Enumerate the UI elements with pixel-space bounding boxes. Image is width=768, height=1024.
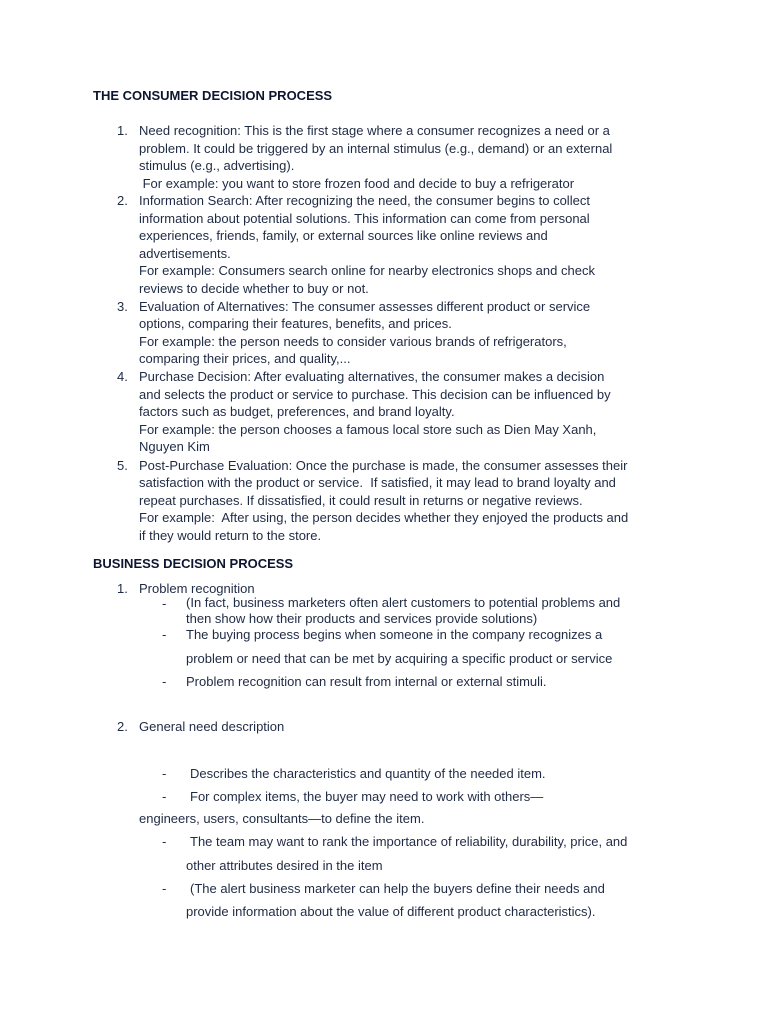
list-item-line: experiences, friends, family, or external sources like online reviews and: [139, 228, 548, 243]
bullet-dash: -: [162, 673, 167, 689]
list-item-line: Post-Purchase Evaluation: Once the purchase is made, the consumer assesses their: [139, 457, 628, 473]
list-number: 5.: [117, 457, 128, 473]
list-item-line: stimulus (e.g., advertising).: [139, 158, 295, 173]
list-item-example: For example: Consumers search online for nearby electronics shops and check: [139, 263, 595, 278]
list-number: 1.: [117, 123, 128, 138]
bullet-line: problem or need that can be met by acquiring a specific product or service: [186, 650, 613, 666]
list-item-line: Evaluation of Alternatives: The consumer assesses different product or service: [139, 298, 591, 314]
list-item-line: factors such as budget, preferences, and brand loyalty.: [139, 404, 455, 419]
bullet-dash: -: [162, 627, 167, 642]
list-number: 2.: [117, 193, 128, 208]
list-item-line: and selects the product or service to purchase. This decision can be influenced by: [139, 386, 611, 402]
bullet-dash: -: [162, 596, 167, 611]
list-item-example: if they would return to the store.: [139, 527, 322, 543]
bullet-line: then show how their products and services provide solutions): [186, 610, 538, 626]
section-title-consumer: THE CONSUMER DECISION PROCESS: [93, 88, 333, 103]
bullet-dash: -: [162, 766, 167, 781]
list-item-example: comparing their prices, and quality,...: [139, 351, 351, 366]
list-item-line: information about potential solutions. This information can come from personal: [139, 210, 590, 226]
bullet-line: (In fact, business marketers often alert customers to potential problems and: [186, 595, 621, 610]
bullet-dash: -: [162, 789, 167, 804]
list-item-line: options, comparing their features, benefits, and prices.: [139, 316, 452, 331]
list-number: 1.: [117, 580, 128, 596]
bullet-line: The team may want to rank the importance of reliability, durability, price, and: [190, 834, 628, 849]
list-item-example: For example: you want to store frozen food and decide to buy a refrigerator: [139, 175, 575, 191]
list-item-line: satisfaction with the product or service. If satisfied, it may lead to brand loyalty and: [139, 475, 616, 490]
bullet-line: provide information about the value of different product characteristics).: [186, 904, 596, 919]
list-item-line: Purchase Decision: After evaluating alternatives, the consumer makes a decision: [139, 369, 605, 384]
bullet-line: Problem recognition can result from internal or external stimuli.: [186, 673, 547, 689]
list-item-line: problem. It could be triggered by an internal stimulus (e.g., demand) or an external: [139, 140, 613, 156]
list-item-example: For example: After using, the person decides whether they enjoyed the products and: [139, 510, 629, 525]
list-item-example: reviews to decide whether to buy or not.: [139, 280, 369, 296]
bullet-line: The buying process begins when someone in the company recognizes a: [186, 627, 603, 642]
list-item-example: For example: the person chooses a famous local store such as Dien May Xanh,: [139, 421, 597, 437]
list-item-line: repeat purchases. If dissatisfied, it could result in returns or negative reviews.: [139, 492, 583, 508]
section-title-business: BUSINESS DECISION PROCESS: [93, 556, 294, 571]
bullet-line: (The alert business marketer can help the buyers define their needs and: [190, 880, 605, 896]
list-number: 4.: [117, 369, 128, 384]
list-item-example: Nguyen Kim: [139, 439, 210, 454]
bullet-dash: -: [162, 834, 167, 849]
list-number: 2.: [117, 719, 128, 734]
list-item-line: Information Search: After recognizing the need, the consumer begins to collect: [139, 193, 590, 208]
list-number: 3.: [117, 298, 128, 314]
step-label-general-need: General need description: [139, 719, 285, 734]
bullet-dash: -: [162, 880, 167, 896]
bullet-continuation: engineers, users, consultants—to define the item.: [139, 811, 425, 826]
bullet-line: For complex items, the buyer may need to work with others—: [190, 789, 544, 804]
step-label-problem-recognition: Problem recognition: [139, 580, 255, 596]
bullet-line: Describes the characteristics and quantity of the needed item.: [190, 766, 546, 781]
list-item-line: Need recognition: This is the first stage where a consumer recognizes a need or a: [139, 123, 610, 138]
list-item-example: For example: the person needs to consider various brands of refrigerators,: [139, 333, 567, 349]
list-item-line: advertisements.: [139, 245, 231, 261]
bullet-line: other attributes desired in the item: [186, 857, 383, 873]
